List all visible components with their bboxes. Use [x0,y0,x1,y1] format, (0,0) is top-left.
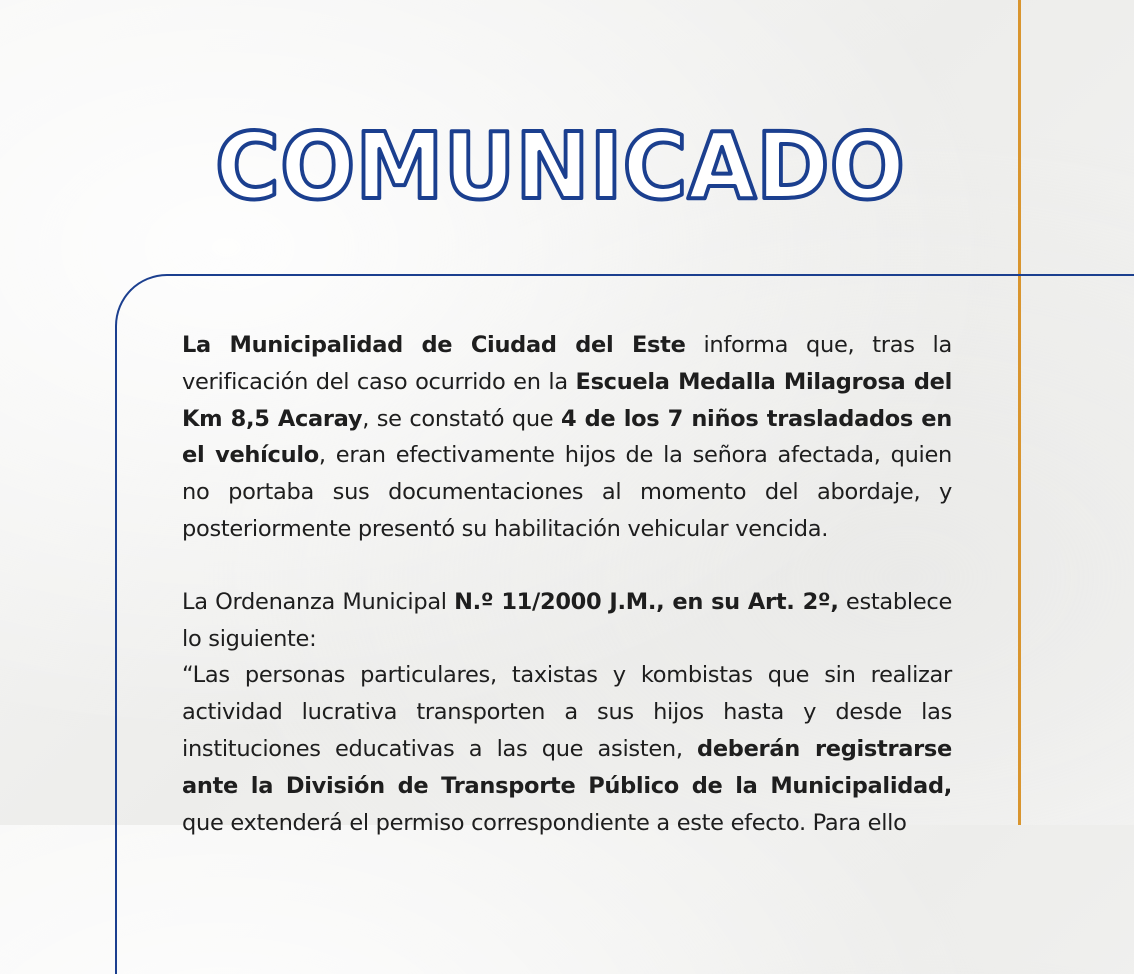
paragraph-verification: La Municipalidad de Ciudad del Este informa que, tras la verificación del caso ocurrido en la Escuela Medalla Milagrosa del Km 8,5 Acaray, se constató que 4 de los 7 niños trasladados en el vehículo, eran efectivamente hijos de la señora afectada, quien no portaba sus documentaciones al momento del abordaje, y posteriormente presentó su habilitación vehicular vencida. [182,332,952,542]
paragraph-quote: “Las personas particulares, taxistas y kombistas que sin realizar actividad lucrativa transporten a sus hijos hasta y desde las instituciones educativas a las que asisten, deberán registrarse ante la División de Transporte Público de la Municipalidad, que extenderá el permiso correspondiente a este efecto. Para ello [182,662,952,836]
page-title [210,118,910,228]
ordinance-reference: N.º 11/2000 J.M., en su Art. 2º, [454,588,839,615]
school-name: Escuela Medalla Milagrosa del Km 8,5 Acaray [182,368,952,432]
paragraph-ordinance: La Ordenanza Municipal N.º 11/2000 J.M., en su Art. 2º, establece lo siguiente: [182,588,952,652]
title-outline-text [210,118,910,228]
announcement-body [182,327,952,841]
title-text: COMUNICADO [215,118,905,220]
registration-requirement: deberán registrarse ante la División de Transporte Público de la Municipalidad, [182,735,952,799]
children-count: 4 de los 7 niños trasladados en el vehículo [182,405,952,469]
institution-name: La Municipalidad de Ciudad del Este [182,332,686,358]
